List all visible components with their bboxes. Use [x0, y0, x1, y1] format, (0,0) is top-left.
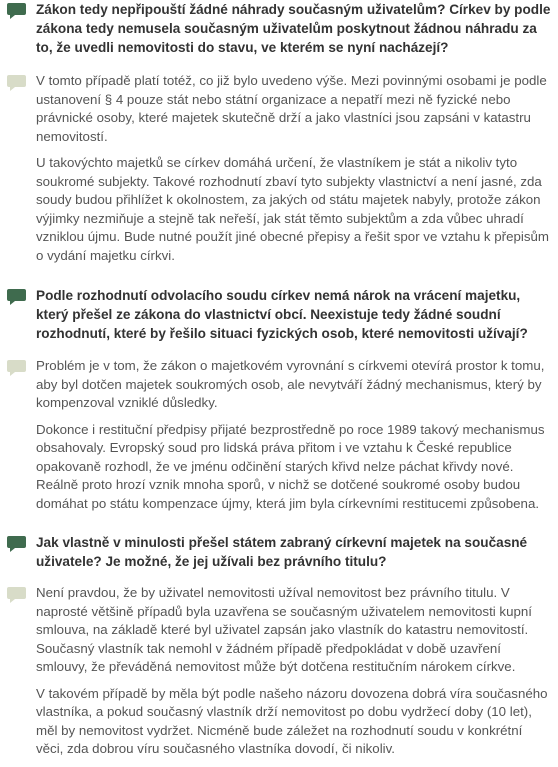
answer-paragraph: V tomto případě platí totéž, co již bylo uvedeno výše. Mezi povinnými osobami je podle ustanovení § 4 pouze stát nebo státní organizace a nepatří mezi ně fyzické nebo právnické osoby, které majetek skutečně drží a jako vlastníci jsou zapsáni v katastru nemovitostí.	[36, 73, 547, 144]
answer-paragraph: Není pravdou, že by uživatel nemovitosti užíval nemovitost bez právního titulu. V naprosté většině případů byla uzavřena se současným uživatelem nemovitosti kupní smlouva, na základě které byl uživatel zapsán jako vlastník do katastru nemovitostí. Současný vlastník tak nemohl v žádném případě předpokládat v době uzavření smlouvy, že převáděná nemovitost může být dotčena restitučním nárokem církve.	[36, 585, 532, 674]
question-block	[0, 533, 558, 571]
question-text: Podle rozhodnutí odvolacího soudu církev nemá nárok na vrácení majetku, který přešel ze zákona do vlastnictví obcí. Neexistuje tedy žádné soudní rozhodnutí, které by řešilo situaci fyzických osob, které nemovitosti užívají?	[36, 288, 528, 341]
question-text: Zákon tedy nepřipouští žádné náhrady současným uživatelům? Církev by podle zákona tedy nemusela současným uživatelům poskytnout žádnou náhradu za to, že uvedli nemovitosti do stavu, ve kterém se nyní nacházejí?	[36, 2, 551, 55]
question-block	[0, 0, 558, 57]
answer-block	[0, 357, 558, 513]
answer-paragraph: Dokonce i restituční předpisy přijaté bezprostředně po roce 1989 takový mechanismus obsahovaly. Evropský soud pro lidská práva přitom i ve vztahu k České republice opakovaně rozhodl, že ve jménu odčinění starých křivd nelze páchat křivdy nové. Reálně proto hrozí vznik mnoha sporů, v nichž se dotčené soukromé osoby budou domáhat po státu kompenzace újmy, která jim byla církevními restitucemi způsobena.	[36, 421, 545, 511]
speech-bubble-light-icon	[6, 359, 27, 378]
speech-bubble-dark-icon	[6, 288, 27, 307]
question-block	[0, 286, 558, 343]
speech-bubble-light-icon	[6, 586, 27, 605]
answer-block	[0, 584, 558, 759]
answer-paragraph: Problém je v tom, že zákon o majetkovém vyrovnání s církvemi otevírá prostor k tomu, aby byl dotčen majetek soukromých osob, ale nevytváří žádný mechanismus, který by kompenzoval vzniklé důsledky.	[36, 358, 545, 410]
speech-bubble-dark-icon	[6, 535, 27, 554]
speech-bubble-dark-icon	[6, 2, 27, 21]
speech-bubble-light-icon	[6, 74, 27, 93]
answer-block	[0, 72, 558, 265]
answer-paragraph: U takovýchto majetků se církev domáhá určení, že vlastníkem je stát a nikoliv tyto soukromé subjekty. Takové rozhodnutí zbaví tyto subjekty vlastnictví a není jasné, zda soudy budou přihlížet k okolnostem, za jakých od státu majetek nabyly, protože zákon výjimky nezmiňuje a stejně tak neřeší, jak stát těmto subjektům a zda vůbec uhradí vzniklou újmu. Bude nutné použít jiné obecné přepisy a řešit spor ve vztahu k přepisům o vydání majetku církvi.	[36, 155, 549, 263]
question-text: Jak vlastně v minulosti přešel státem zabraný církevní majetek na současné uživatele? Je možné, že jej užívali bez právního titulu?	[36, 535, 528, 569]
answer-paragraph: V takovém případě by měla být podle našeho názoru dovozena dobrá víra současného vlastníka, a pokud současný vlastník drží nemovitost po dobu vydržecí doby (10 let), měl by nemovitost vydržet. Nicméně bude záležet na rozhodnutí soudu v konkrétní věci, zda dobrou víru současného vlastníka dovodí, či nikoliv.	[36, 685, 548, 756]
